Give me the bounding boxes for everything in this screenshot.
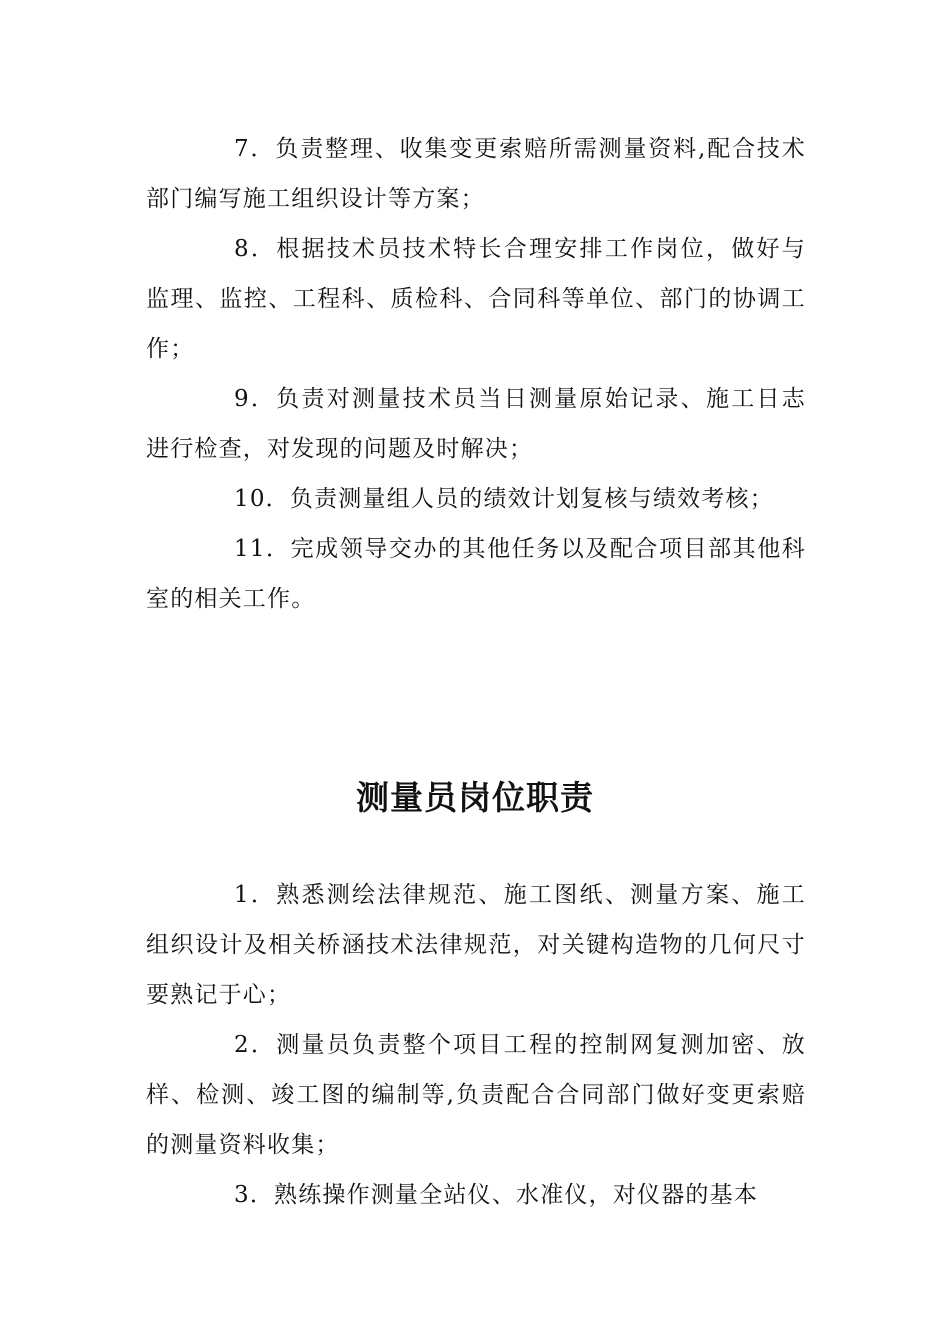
upper-duty-list bbox=[146, 124, 806, 624]
list-item: 7．负责整理、收集变更索赔所需测量资料,配合技术部门编写施工组织设计等方案； bbox=[146, 136, 806, 212]
section-title: 测量员岗位职责 bbox=[356, 778, 594, 817]
list-item: 11．完成领导交办的其他任务以及配合项目部其他科室的相关工作。 bbox=[146, 536, 806, 612]
list-item: 9．负责对测量技术员当日测量原始记录、施工日志进行检查，对发现的问题及时解决； bbox=[146, 386, 806, 462]
list-item: 2．测量员负责整个项目工程的控制网复测加密、放样、检测、竣工图的编制等,负责配合合同部门做好变更索赔的测量资料收集； bbox=[146, 1032, 806, 1158]
list-item: 8．根据技术员技术特长合理安排工作岗位，做好与监理、监控、工程科、质检科、合同科等单位、部门的协调工作； bbox=[146, 236, 806, 362]
lower-duty-list bbox=[146, 870, 806, 1220]
list-item: 3．熟练操作测量全站仪、水准仪，对仪器的基本 bbox=[234, 1182, 759, 1208]
list-item: 1．熟悉测绘法律规范、施工图纸、测量方案、施工组织设计及相关桥涵技术法律规范，对关键构造物的几何尺寸要熟记于心； bbox=[146, 882, 806, 1008]
list-item: 10．负责测量组人员的绩效计划复核与绩效考核； bbox=[234, 486, 774, 512]
